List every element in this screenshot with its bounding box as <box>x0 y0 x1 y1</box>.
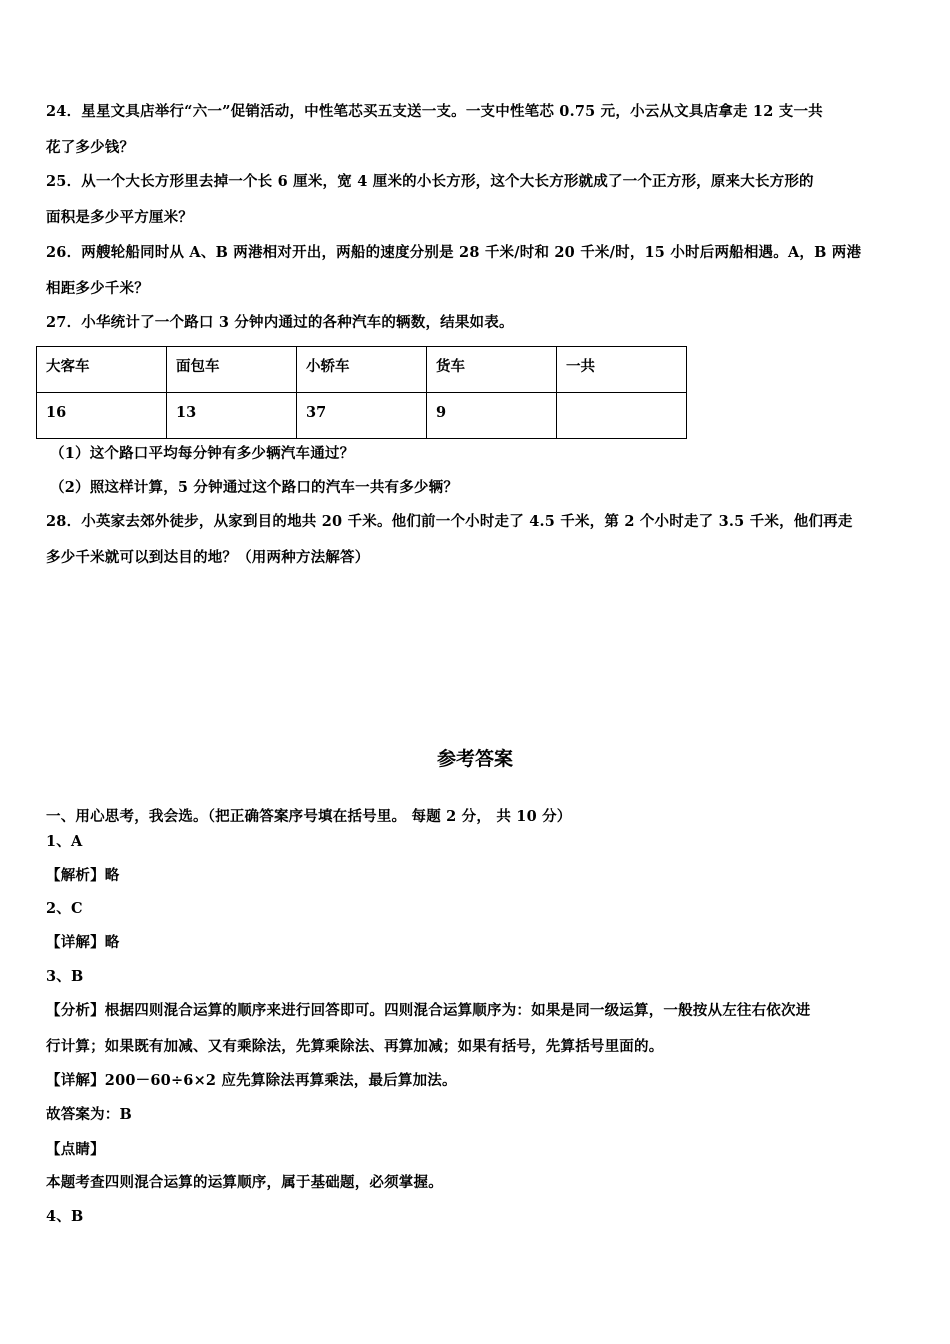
answer-1: 1、A <box>46 833 83 850</box>
vehicle-count-table <box>36 346 687 439</box>
answer-4: 4、B <box>46 1208 84 1225</box>
question-24-line1: 24．星星文具店举行“六一”促销活动，中性笔芯买五支送一支。一支中性笔芯 0.75 元，小云从文具店拿走 12 支一共 <box>46 103 823 120</box>
table-cell: 37 <box>297 393 427 439</box>
answer-2: 2、C <box>46 900 83 917</box>
answer-3-detail: 【详解】200－60÷6×2 应先算除法再算乘法，最后算加法。 <box>46 1072 457 1089</box>
table-header-cell: 一共 <box>557 347 687 393</box>
answer-3-analysis-line1: 【分析】根据四则混合运算的顺序来进行回答即可。四则混合运算顺序为：如果是同一级运算，一般按从左往右依次进 <box>46 1002 811 1019</box>
question-28-line1: 28．小英家去郊外徒步，从家到目的地共 20 千米。他们前一个小时走了 4.5 千米，第 2 个小时走了 3.5 千米，他们再走 <box>46 513 853 530</box>
table-cell <box>557 393 687 439</box>
question-27-part2: （2）照这样计算，5 分钟通过这个路口的汽车一共有多少辆？ <box>50 479 459 496</box>
answer-3-result: 故答案为：B <box>46 1106 132 1123</box>
table-header-cell: 面包车 <box>167 347 297 393</box>
answer-3-analysis-line2: 行计算；如果既有加减、又有乘除法，先算乘除法、再算加减；如果有括号，先算括号里面的。 <box>46 1038 664 1055</box>
table-header-cell: 货车 <box>427 347 557 393</box>
question-25-line1: 25．从一个大长方形里去掉一个长 6 厘米，宽 4 厘米的小长方形，这个大长方形就成了一个正方形，原来大长方形的 <box>46 173 814 190</box>
answer-1-analysis: 【解析】略 <box>46 867 120 884</box>
answer-3: 3、B <box>46 968 84 985</box>
answer-3-comment-label: 【点睛】 <box>46 1141 105 1158</box>
table-cell: 13 <box>167 393 297 439</box>
question-25-line2: 面积是多少平方厘米？ <box>46 209 193 226</box>
table-row <box>37 393 687 439</box>
question-27-part1: （1）这个路口平均每分钟有多少辆汽车通过？ <box>50 445 355 462</box>
answer-2-detail: 【详解】略 <box>46 934 120 951</box>
table-cell: 16 <box>37 393 167 439</box>
answer-title: 参考答案 <box>436 748 513 770</box>
question-24-line2: 花了多少钱？ <box>46 139 135 156</box>
table-cell: 9 <box>427 393 557 439</box>
question-28-line2: 多少千米就可以到达目的地？（用两种方法解答） <box>46 549 370 566</box>
table-header-cell: 小轿车 <box>297 347 427 393</box>
question-26-line2: 相距多少千米？ <box>46 280 149 297</box>
answer-section-heading: 一、用心思考，我会选。（把正确答案序号填在括号里。 每题 2 分， 共 10 分） <box>46 808 572 825</box>
table-header-row <box>37 347 687 393</box>
table-header-cell: 大客车 <box>37 347 167 393</box>
answer-3-comment: 本题考查四则混合运算的运算顺序，属于基础题，必须掌握。 <box>46 1174 443 1191</box>
question-27: 27．小华统计了一个路口 3 分钟内通过的各种汽车的辆数，结果如表。 <box>46 314 514 331</box>
question-26-line1: 26．两艘轮船同时从 A、B 两港相对开出，两船的速度分别是 28 千米/时和 20 千米/时，15 小时后两船相遇。A，B 两港 <box>46 244 862 261</box>
